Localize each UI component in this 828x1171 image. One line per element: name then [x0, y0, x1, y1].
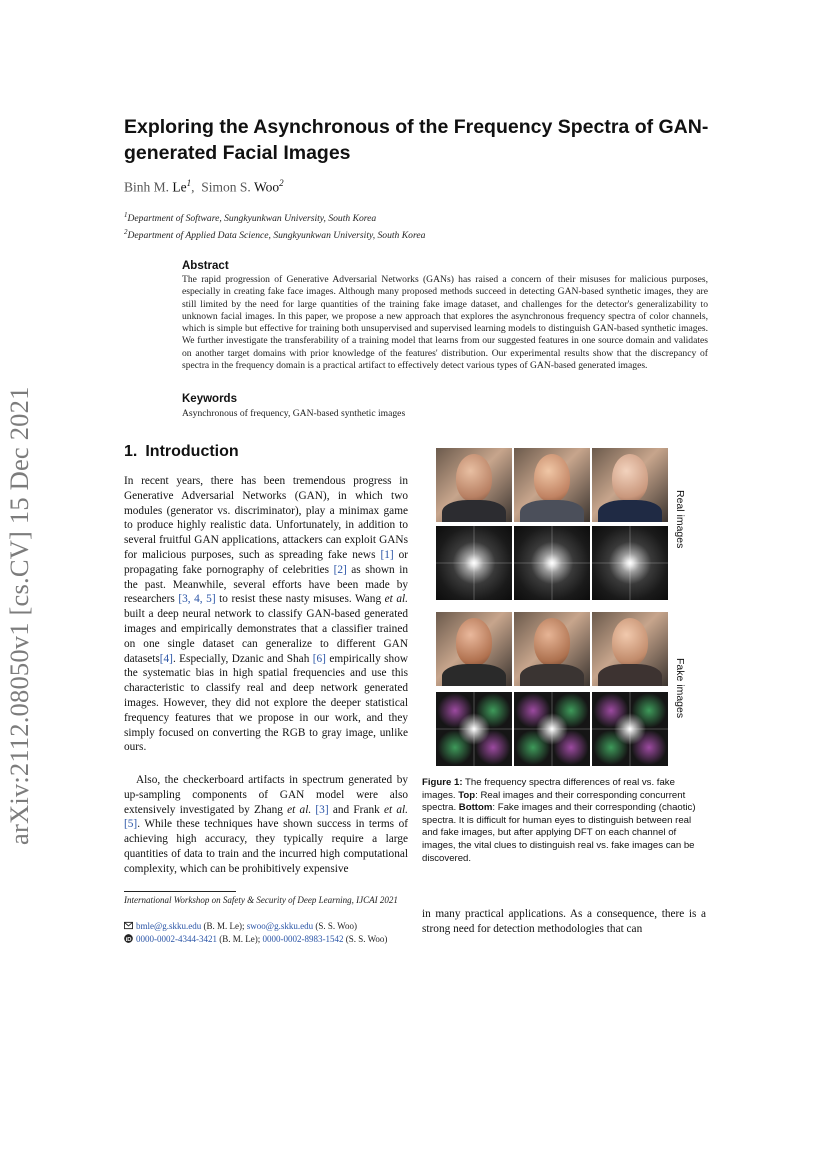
section-number: 1.: [124, 443, 138, 460]
citation-link[interactable]: [5]: [124, 818, 138, 831]
intro-paragraph-2: [124, 773, 408, 877]
footnote-rule: [124, 891, 236, 892]
intro-paragraph-1: [124, 474, 408, 755]
abstract-heading: Abstract: [182, 260, 229, 272]
citation-link[interactable]: [3]: [315, 803, 329, 816]
figure-1: [434, 446, 694, 770]
text-run: Top: [458, 789, 476, 801]
column-2-text: in many practical applications. As a consequence, there is a strong need for detection methodologies that can: [422, 908, 706, 935]
text-run: built a deep neural network to classify GAN-based generated images and empirically demonstrates that a classifier trained on one single dataset can generalize to different GAN datasets: [124, 608, 408, 665]
keywords-heading: Keywords: [182, 393, 237, 405]
author-2-given: Simon S.: [201, 179, 251, 195]
author-1-given: Binh M.: [124, 179, 170, 195]
orcid-icon: [124, 934, 133, 943]
author-2-sup: 2: [279, 178, 284, 188]
author-1-surname: Le: [172, 179, 187, 195]
real-images-label: Real images: [674, 490, 686, 549]
affiliation-2-sup: 2: [124, 228, 128, 236]
text-run: (B. M. Le);: [217, 934, 263, 944]
envelope-icon: [124, 921, 133, 930]
citation-link[interactable]: 0000-0002-8983-1542: [262, 934, 344, 944]
text-run: Also, the checkerboard artifacts in spectrum generated by up-sampling components of GAN model were also extensively investigated by Zhang: [124, 774, 408, 816]
affiliation-1: [124, 211, 376, 224]
text-run: Figure 1:: [422, 777, 463, 788]
real-spectrum-1: [436, 526, 512, 600]
fake-spectrum-1: [436, 692, 512, 766]
text-run: (S. S. Woo): [343, 934, 388, 944]
citation-link[interactable]: [3, 4, 5]: [178, 593, 216, 606]
footnote-workshop: International Workshop on Safety & Security of Deep Learning, IJCAI 2021: [124, 895, 398, 905]
text-run: : Real images and their corresponding concurrent spectra.: [422, 789, 686, 814]
text-run: empirically show the systematic bias in high spatial frequencies and use this characteristic to classify real and deep network generated images. However, they did not explore the deeper statistical frequency features that we propose in our work, and they simply focused on converting the RGB to gray image, unlike ours.: [124, 652, 409, 754]
fake-spectrum-3: [592, 692, 668, 766]
author-1-sup: 1: [186, 178, 192, 188]
fake-face-image-2: [514, 612, 590, 686]
fake-spectrum-2: [514, 692, 590, 766]
citation-link[interactable]: [2]: [333, 563, 347, 576]
section-heading: [124, 443, 239, 461]
svg-text:iD: iD: [125, 936, 132, 943]
text-run: or propagating fake pornography of celebrities: [124, 548, 408, 576]
citation-link[interactable]: bmle@g.skku.edu: [136, 921, 202, 931]
real-spectrum-2: [514, 526, 590, 600]
real-face-image-1: [436, 448, 512, 522]
affiliation-2-text: Department of Applied Data Science, Sungkyunkwan University, South Korea: [127, 230, 426, 242]
text-run: . While these techniques have shown success in terms of achieving high accuracy, they typically require a large quantities of data to train and the incurred high computational complexity, which can be prohibitively expensive: [124, 818, 408, 875]
affiliation-1-sup: 1: [124, 211, 128, 219]
real-face-image-2: [514, 448, 590, 522]
text-run: et al.: [287, 803, 312, 816]
text-run: Bottom: [458, 802, 493, 814]
figure-caption: [422, 777, 706, 865]
fake-face-image-3: [592, 612, 668, 686]
footnote-emails: [124, 921, 357, 931]
author-2-surname: Woo: [253, 179, 280, 195]
paper-title: Exploring the Asynchronous of the Frequency Spectra of GAN-generated Facial Images: [124, 116, 709, 164]
fake-images-label: Fake images: [674, 658, 686, 719]
text-run: (S. S. Woo): [313, 921, 357, 931]
text-run: In recent years, there has been tremendous progress in Generative Adversarial Networks (GAN), in which two modules (generator vs. discriminator), play a minimax game to produce highly realistic data. Unfortunately, in addition to several fruitful GAN applications, attackers can exploit GANs for malicious purposes, such as spreading fake news: [124, 475, 408, 561]
footnote-orcids: [124, 934, 387, 944]
citation-link[interactable]: [1]: [380, 548, 394, 561]
text-run: et al.: [384, 803, 409, 816]
arxiv-identifier: arXiv:2112.08050v1 [cs.CV] 15 Dec 2021: [4, 386, 34, 845]
text-run: to resist these nasty misuses. Wang: [215, 593, 385, 606]
text-run: and Frank: [328, 803, 384, 816]
citation-link[interactable]: 0000-0002-4344-3421: [136, 934, 217, 944]
author-list: Binh M. Le$^1$, Simon S. Woo$^2$: [124, 178, 284, 195]
text-run: The frequency spectra differences of real vs. fake images.: [422, 777, 675, 801]
text-run: (B. M. Le);: [201, 921, 247, 931]
affiliation-2: [124, 228, 425, 241]
text-run: et al.: [384, 593, 408, 606]
text-run: . Especially, Dzanic and Shah: [172, 652, 313, 665]
footnote-emails-text[interactable]: [136, 921, 357, 931]
abstract-text: The rapid progression of Generative Adversarial Networks (GANs) has raised a concern of their misuses for malicious purposes, especially in creating fake face images. Although many proposed methods succeed in detecting GAN-based synthetic images, they are still limited by the need for large quantities of the training fake image dataset, and challenges for the detector's generalizability to unknown facial images. In this paper, we propose a new approach that explores the asynchronous frequency spectra of color channels, which is simple but effective for training both unsupervised and supervised learning models to distinguish GAN-based synthetic images. We further investigate the transferability of a training model that learns from our suggested features in one source domain and validates on another target domains with prior knowledge of the features' distribution. Our experimental results show that the discrepancy of spectra in the frequency domain is a practical artifact to effectively detect various types of GAN-based generated images.: [182, 274, 708, 372]
real-face-image-3: [592, 448, 668, 522]
section-title: Introduction: [145, 443, 239, 460]
citation-link[interactable]: [4]: [159, 652, 173, 665]
footnote-orcids-text[interactable]: [136, 934, 387, 944]
keywords-text: Asynchronous of frequency, GAN-based synthetic images: [182, 408, 406, 419]
fake-face-image-1: [436, 612, 512, 686]
citation-link[interactable]: swoo@g.skku.edu: [246, 921, 314, 931]
real-spectrum-3: [592, 526, 668, 600]
text-run: as shown in the past. Meanwhile, several efforts have been made by researchers: [124, 563, 409, 606]
text-run: : Fake images and their corresponding (chaotic) spectra. It is difficult for human eyes to distinguish between real and fake images, but after applying DFT on each channel of images, the vital clues to distinguish real vs. fake images can be discovered.: [422, 802, 696, 864]
citation-link[interactable]: [6]: [312, 652, 326, 665]
affiliation-1-text: Department of Software, Sungkyunkwan University, South Korea: [127, 213, 377, 225]
